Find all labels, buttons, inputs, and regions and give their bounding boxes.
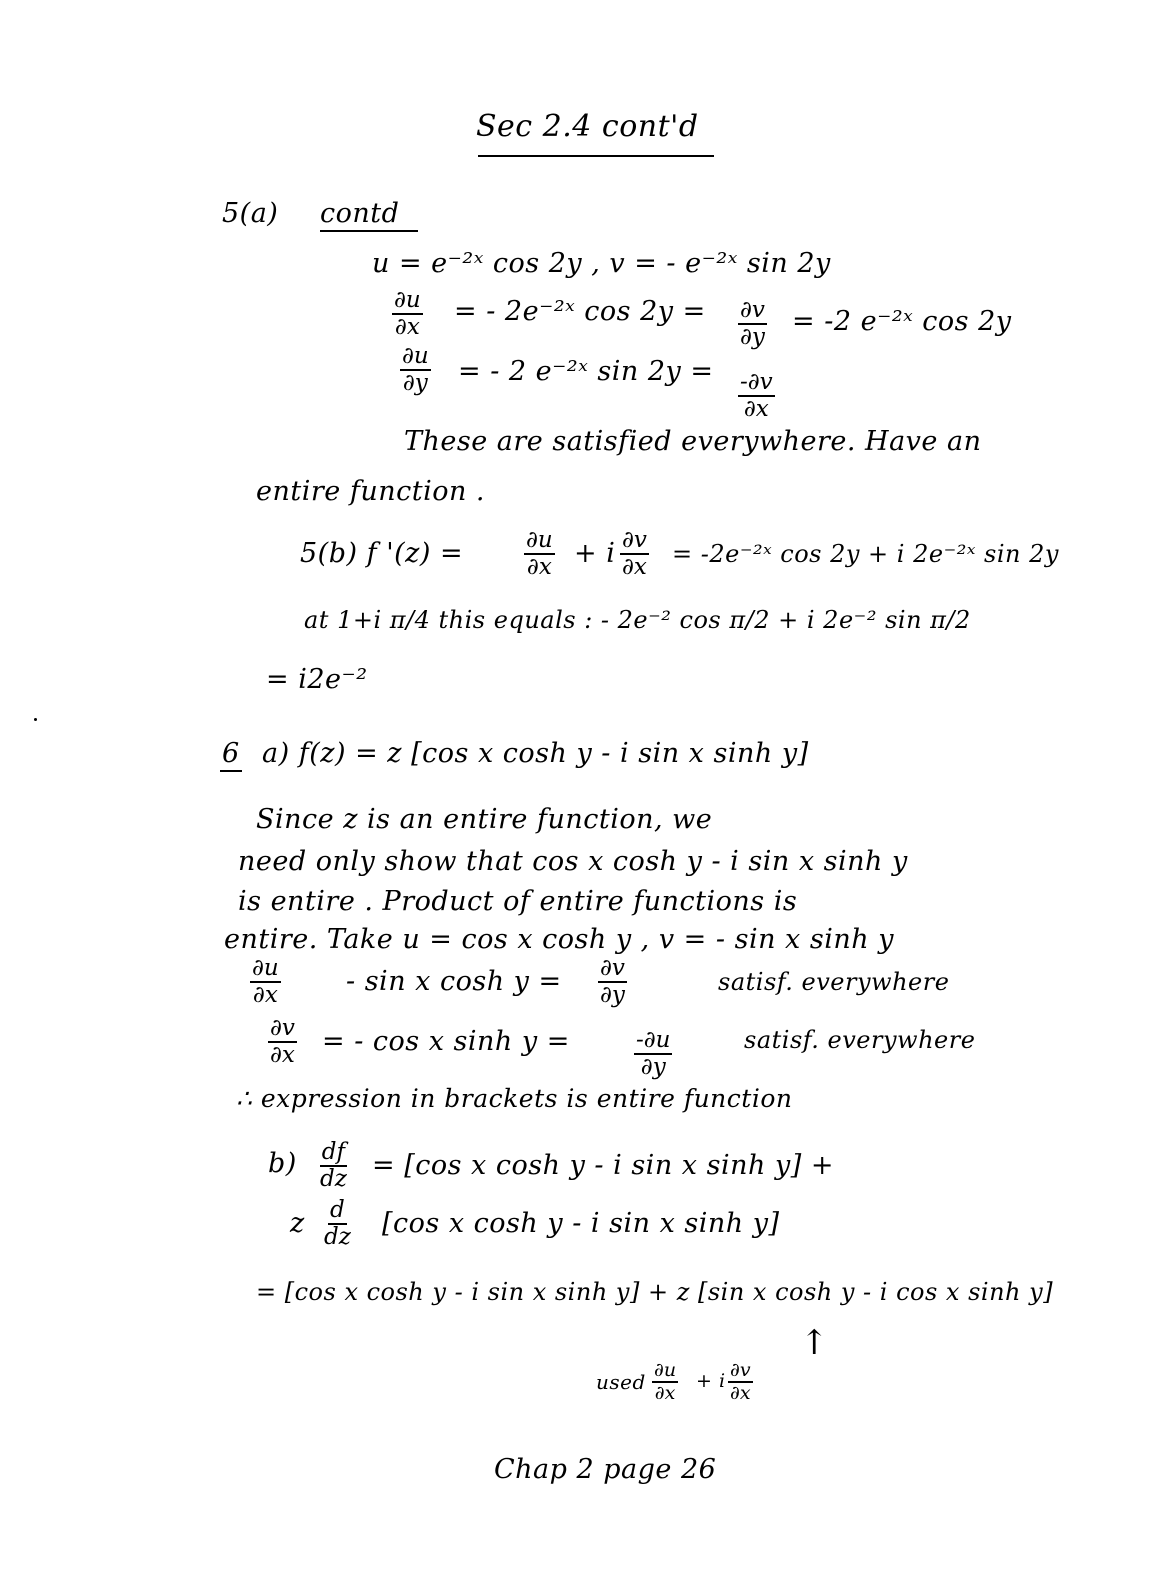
frac-den: ∂x — [270, 1041, 295, 1068]
frac-num: ∂v — [730, 1359, 751, 1381]
frac-num: ∂v — [740, 297, 765, 323]
problem-6a-heading: a) f(z) = z [cos x cosh y - i sin x sinh y] — [262, 738, 809, 769]
frac-den: ∂x — [526, 553, 552, 580]
dv-dy-fraction-6 — [598, 956, 627, 1008]
frac-num: ∂v — [622, 527, 647, 553]
problem-6-label-underline — [220, 770, 242, 772]
frac-den: dz — [320, 1165, 347, 1192]
scan-speck — [34, 718, 37, 721]
title-underline — [478, 155, 714, 157]
evaluation-line: at 1+i π/4 this equals : - 2e⁻² cos π/2 + i 2e⁻² sin π/2 — [304, 606, 971, 634]
derivative-line-3: = [cos x cosh y - i sin x sinh y] + z [sin x cosh y - i cos x sinh y] — [256, 1278, 1054, 1306]
contd-underline — [320, 230, 418, 232]
dv-dy-fraction — [738, 298, 767, 350]
frac-den: ∂x — [252, 981, 278, 1008]
derivative-expression: = -2e⁻²ˣ cos 2y + i 2e⁻²ˣ sin 2y — [672, 540, 1059, 568]
text-line-2: need only show that cos x cosh y - i sin x sinh y — [238, 846, 908, 877]
frac-num: -∂u — [636, 1027, 671, 1053]
problem-5a-contd: contd — [320, 198, 400, 229]
uv-definition: u = e⁻²ˣ cos 2y , v = - e⁻²ˣ sin 2y — [372, 248, 831, 279]
text-line-3: is entire . Product of entire functions is — [238, 886, 798, 917]
frac-num: ∂u — [402, 343, 429, 369]
plus-i: + i — [574, 538, 616, 569]
df-dz-fraction — [318, 1140, 349, 1192]
neg-dv-dx-fraction — [738, 370, 775, 422]
du-dy-fraction — [400, 344, 431, 396]
du-dx-fraction-6 — [250, 956, 281, 1008]
cr-eq1-end: = -2 e⁻²ˣ cos 2y — [792, 306, 1012, 337]
problem-5b-label: 5(b) f '(z) = — [300, 538, 464, 569]
frac-den: ∂x — [394, 313, 420, 340]
used-dv-dx-fraction — [728, 1360, 753, 1403]
page-title: Sec 2.4 cont'd — [476, 109, 699, 144]
page-footer: Chap 2 page 26 — [494, 1454, 717, 1485]
used-label: used — [596, 1370, 646, 1394]
problem-6b-label: b) — [268, 1148, 297, 1179]
up-arrow: ↑ — [800, 1323, 829, 1363]
frac-num: ∂u — [394, 287, 421, 313]
frac-num: ∂u — [654, 1359, 677, 1381]
frac-num: ∂u — [252, 955, 279, 981]
frac-den: ∂y — [740, 323, 765, 350]
frac-den: ∂x — [743, 395, 769, 422]
frac-den: ∂y — [402, 369, 428, 396]
text-line-4: entire. Take u = cos x cosh y , v = - sin x sinh y — [224, 924, 894, 955]
cr-eq2-middle: = - 2 e⁻²ˣ sin 2y = — [458, 356, 714, 387]
frac-num: ∂v — [600, 955, 625, 981]
cr-6-eq2-note: satisf. everywhere — [744, 1026, 976, 1054]
text-line-1: Since z is an entire function, we — [256, 804, 713, 835]
cr-6-eq1-note: satisf. everywhere — [718, 968, 950, 996]
neg-du-dy-fraction-6 — [634, 1028, 672, 1080]
frac-num: -∂v — [740, 369, 773, 395]
frac-den: ∂x — [622, 553, 647, 580]
frac-den: ∂x — [654, 1381, 676, 1404]
frac-den: ∂y — [640, 1053, 666, 1080]
evaluation-result: = i2e⁻² — [266, 664, 368, 695]
frac-num: ∂u — [526, 527, 553, 553]
derivative-line-2: [cos x cosh y - i sin x sinh y] — [382, 1208, 780, 1239]
frac-num: df — [321, 1139, 346, 1165]
derivative-line-1: = [cos x cosh y - i sin x sinh y] + — [372, 1150, 834, 1181]
frac-den: dz — [324, 1223, 351, 1250]
entire-function-line: entire function . — [256, 476, 486, 507]
therefore-line: ∴ expression in brackets is entire function — [236, 1084, 793, 1113]
frac-den: ∂x — [730, 1381, 751, 1404]
satisfied-line: These are satisfied everywhere. Have an — [404, 426, 982, 457]
frac-den: ∂y — [600, 981, 625, 1008]
du-dx-fraction-5b — [524, 528, 555, 580]
used-plus-i: + i — [696, 1370, 726, 1392]
du-dx-fraction — [392, 288, 423, 340]
dv-dx-fraction-5b — [620, 528, 649, 580]
frac-num: ∂v — [270, 1015, 295, 1041]
cr-eq1-middle: = - 2e⁻²ˣ cos 2y = — [454, 296, 706, 327]
used-du-dx-fraction — [652, 1360, 678, 1403]
frac-num: d — [330, 1197, 345, 1223]
cr-6-eq1-middle: - sin x cosh y = — [346, 966, 562, 997]
dv-dx-fraction-6 — [268, 1016, 297, 1068]
cr-6-eq2-middle: = - cos x sinh y = — [322, 1026, 570, 1057]
d-dz-fraction — [322, 1198, 353, 1250]
problem-5a-label: 5(a) — [222, 198, 279, 229]
z-factor: z — [290, 1208, 305, 1239]
problem-6-label: 6 — [222, 738, 240, 769]
